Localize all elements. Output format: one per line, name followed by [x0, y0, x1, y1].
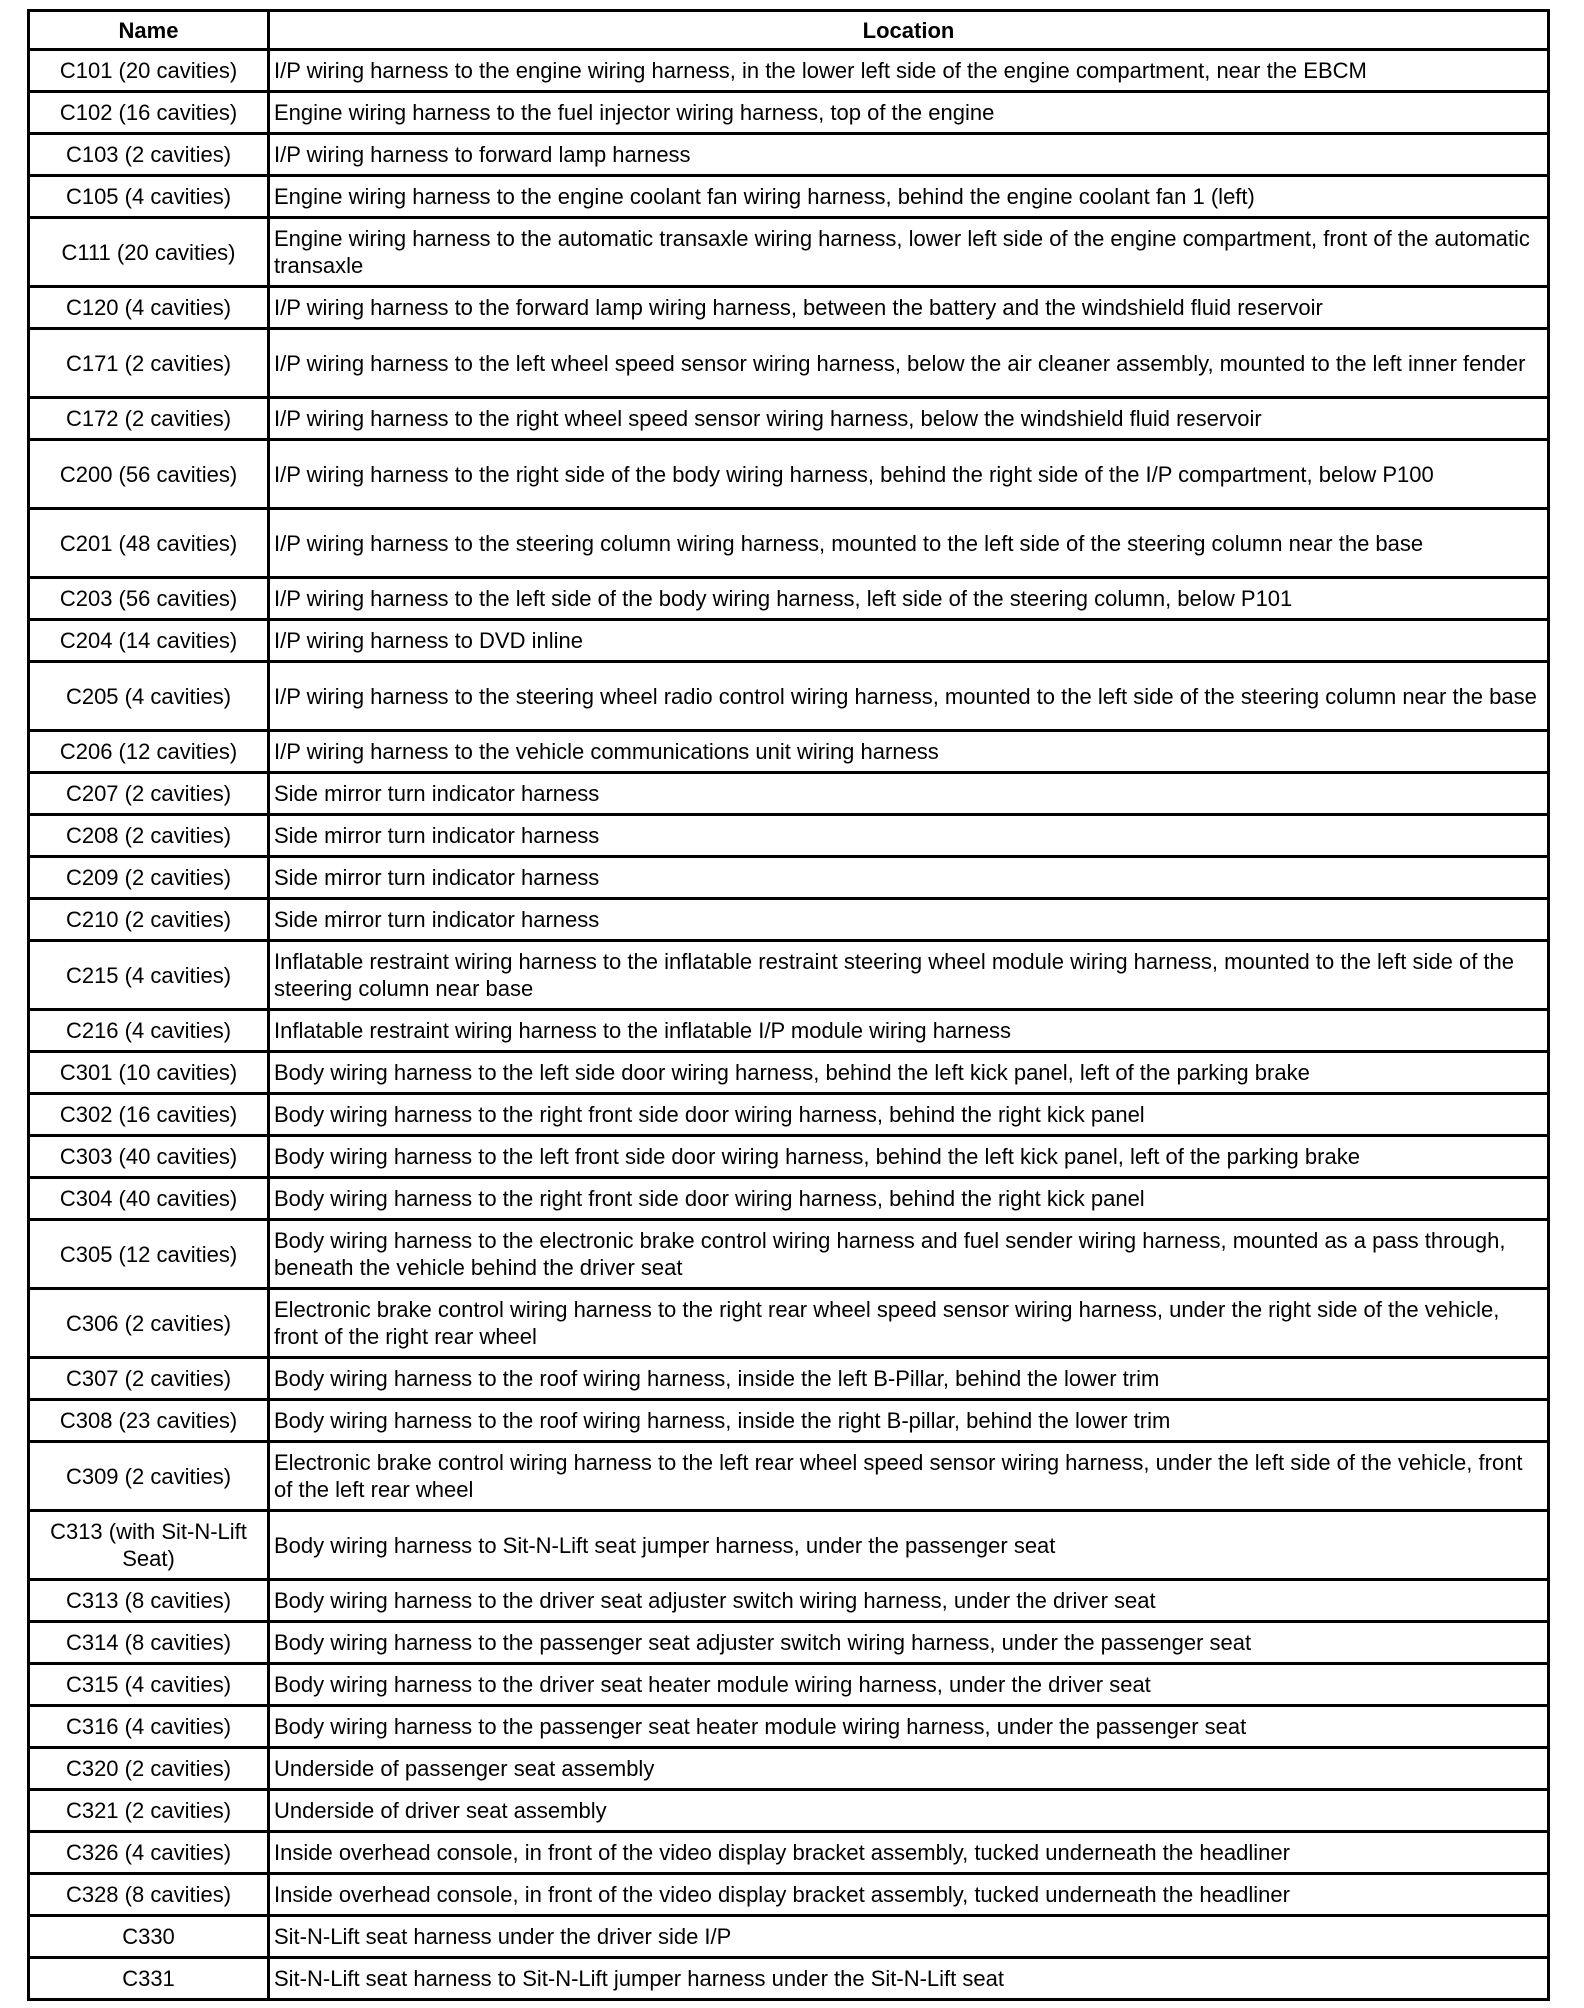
connector-location-cell: I/P wiring harness to forward lamp harness — [269, 134, 1549, 176]
connector-name-cell: C307 (2 cavities) — [29, 1358, 269, 1400]
connector-name-cell: C314 (8 cavities) — [29, 1622, 269, 1664]
connector-location-cell: Body wiring harness to the left front side door wiring harness, behind the left kick panel, left of the parking brake — [269, 1136, 1549, 1178]
table-row — [29, 176, 1549, 218]
connector-location-cell: Body wiring harness to the electronic brake control wiring harness and fuel sender wiring harness, mounted as a pass through, beneath the vehicle behind the driver seat — [269, 1220, 1549, 1289]
connector-name-cell: C331 — [29, 1958, 269, 2000]
connector-location-cell: I/P wiring harness to DVD inline — [269, 620, 1549, 662]
connector-location-cell: I/P wiring harness to the left wheel speed sensor wiring harness, below the air cleaner assembly, mounted to the left inner fender — [269, 329, 1549, 398]
connector-location-cell: I/P wiring harness to the forward lamp wiring harness, between the battery and the windshield fluid reservoir — [269, 287, 1549, 329]
connector-name-cell: C204 (14 cavities) — [29, 620, 269, 662]
table-row — [29, 218, 1549, 287]
table-row — [29, 1400, 1549, 1442]
table-row — [29, 1052, 1549, 1094]
connector-name-cell: C308 (23 cavities) — [29, 1400, 269, 1442]
connector-name-cell: C313 (8 cavities) — [29, 1580, 269, 1622]
table-row — [29, 731, 1549, 773]
table-row — [29, 1874, 1549, 1916]
table-header-row — [29, 11, 1549, 50]
connector-name-cell: C206 (12 cavities) — [29, 731, 269, 773]
connector-location-cell: Body wiring harness to the roof wiring harness, inside the right B-pillar, behind the lower trim — [269, 1400, 1549, 1442]
table-row — [29, 509, 1549, 578]
table-row — [29, 1010, 1549, 1052]
connector-location-cell: Sit-N-Lift seat harness to Sit-N-Lift jumper harness under the Sit-N-Lift seat — [269, 1958, 1549, 2000]
connector-location-cell: Side mirror turn indicator harness — [269, 857, 1549, 899]
table-row — [29, 50, 1549, 92]
connector-name-cell: C200 (56 cavities) — [29, 440, 269, 509]
connector-name-cell: C209 (2 cavities) — [29, 857, 269, 899]
table-row — [29, 134, 1549, 176]
connector-location-cell: Body wiring harness to the driver seat adjuster switch wiring harness, under the driver seat — [269, 1580, 1549, 1622]
connector-location-cell: Body wiring harness to the driver seat heater module wiring harness, under the driver seat — [269, 1664, 1549, 1706]
table-row — [29, 398, 1549, 440]
table-row — [29, 1136, 1549, 1178]
table-row — [29, 92, 1549, 134]
connector-name-cell: C215 (4 cavities) — [29, 941, 269, 1010]
table-row — [29, 941, 1549, 1010]
connector-name-cell: C303 (40 cavities) — [29, 1136, 269, 1178]
table-row — [29, 1580, 1549, 1622]
connector-location-cell: Electronic brake control wiring harness to the left rear wheel speed sensor wiring harness, under the left side of the vehicle, front of the left rear wheel — [269, 1442, 1549, 1511]
connector-name-cell: C316 (4 cavities) — [29, 1706, 269, 1748]
connector-location-cell: Body wiring harness to the passenger seat adjuster switch wiring harness, under the passenger seat — [269, 1622, 1549, 1664]
connector-location-cell: Electronic brake control wiring harness to the right rear wheel speed sensor wiring harness, under the right side of the vehicle, front of the right rear wheel — [269, 1289, 1549, 1358]
table-row — [29, 578, 1549, 620]
connector-location-cell: Underside of driver seat assembly — [269, 1790, 1549, 1832]
table-row — [29, 899, 1549, 941]
connector-name-cell: C172 (2 cavities) — [29, 398, 269, 440]
connector-location-cell: Body wiring harness to the left side door wiring harness, behind the left kick panel, left of the parking brake — [269, 1052, 1549, 1094]
connector-location-cell: Side mirror turn indicator harness — [269, 899, 1549, 941]
connector-name-cell: C111 (20 cavities) — [29, 218, 269, 287]
connector-name-cell: C326 (4 cavities) — [29, 1832, 269, 1874]
connector-location-table — [27, 9, 1550, 2001]
table-row — [29, 1178, 1549, 1220]
connector-name-cell: C330 — [29, 1916, 269, 1958]
table-row — [29, 1358, 1549, 1400]
connector-table-container — [27, 9, 1547, 2001]
table-row — [29, 1289, 1549, 1358]
connector-name-cell: C313 (with Sit-N-Lift Seat) — [29, 1511, 269, 1580]
table-row — [29, 1511, 1549, 1580]
connector-location-cell: Engine wiring harness to the fuel injector wiring harness, top of the engine — [269, 92, 1549, 134]
connector-location-cell: Engine wiring harness to the automatic transaxle wiring harness, lower left side of the engine compartment, front of the automatic transaxle — [269, 218, 1549, 287]
connector-name-cell: C201 (48 cavities) — [29, 509, 269, 578]
connector-name-cell: C301 (10 cavities) — [29, 1052, 269, 1094]
connector-name-cell: C105 (4 cavities) — [29, 176, 269, 218]
connector-location-cell: Inside overhead console, in front of the video display bracket assembly, tucked underneath the headliner — [269, 1832, 1549, 1874]
table-row — [29, 620, 1549, 662]
connector-name-cell: C171 (2 cavities) — [29, 329, 269, 398]
connector-name-cell: C306 (2 cavities) — [29, 1289, 269, 1358]
connector-name-cell: C210 (2 cavities) — [29, 899, 269, 941]
table-row — [29, 1748, 1549, 1790]
table-row — [29, 287, 1549, 329]
connector-location-cell: I/P wiring harness to the steering column wiring harness, mounted to the left side of the steering column near the base — [269, 509, 1549, 578]
connector-name-cell: C205 (4 cavities) — [29, 662, 269, 731]
connector-location-cell: I/P wiring harness to the right side of the body wiring harness, behind the right side of the I/P compartment, below P100 — [269, 440, 1549, 509]
connector-location-cell: I/P wiring harness to the steering wheel radio control wiring harness, mounted to the left side of the steering column near the base — [269, 662, 1549, 731]
connector-location-cell: I/P wiring harness to the right wheel speed sensor wiring harness, below the windshield fluid reservoir — [269, 398, 1549, 440]
connector-location-cell: Body wiring harness to the roof wiring harness, inside the left B-Pillar, behind the lower trim — [269, 1358, 1549, 1400]
table-row — [29, 1442, 1549, 1511]
table-row — [29, 1664, 1549, 1706]
connector-location-cell: Body wiring harness to the passenger seat heater module wiring harness, under the passenger seat — [269, 1706, 1549, 1748]
table-row — [29, 329, 1549, 398]
connector-location-cell: Inflatable restraint wiring harness to the inflatable I/P module wiring harness — [269, 1010, 1549, 1052]
column-header-name: Name — [29, 11, 269, 50]
connector-location-cell: Inflatable restraint wiring harness to the inflatable restraint steering wheel module wiring harness, mounted to the left side of the steering column near base — [269, 941, 1549, 1010]
connector-location-cell: Body wiring harness to the right front side door wiring harness, behind the right kick panel — [269, 1178, 1549, 1220]
connector-name-cell: C101 (20 cavities) — [29, 50, 269, 92]
connector-name-cell: C216 (4 cavities) — [29, 1010, 269, 1052]
connector-name-cell: C315 (4 cavities) — [29, 1664, 269, 1706]
connector-location-cell: I/P wiring harness to the vehicle communications unit wiring harness — [269, 731, 1549, 773]
table-row — [29, 1094, 1549, 1136]
column-header-location: Location — [269, 11, 1549, 50]
connector-name-cell: C328 (8 cavities) — [29, 1874, 269, 1916]
connector-name-cell: C102 (16 cavities) — [29, 92, 269, 134]
table-row — [29, 857, 1549, 899]
connector-name-cell: C320 (2 cavities) — [29, 1748, 269, 1790]
connector-location-cell: Inside overhead console, in front of the video display bracket assembly, tucked underneath the headliner — [269, 1874, 1549, 1916]
table-row — [29, 662, 1549, 731]
connector-name-cell: C321 (2 cavities) — [29, 1790, 269, 1832]
connector-location-cell: I/P wiring harness to the engine wiring harness, in the lower left side of the engine compartment, near the EBCM — [269, 50, 1549, 92]
connector-name-cell: C120 (4 cavities) — [29, 287, 269, 329]
table-row — [29, 1916, 1549, 1958]
connector-location-cell: Sit-N-Lift seat harness under the driver side I/P — [269, 1916, 1549, 1958]
connector-location-cell: Body wiring harness to Sit-N-Lift seat jumper harness, under the passenger seat — [269, 1511, 1549, 1580]
table-row — [29, 773, 1549, 815]
connector-name-cell: C103 (2 cavities) — [29, 134, 269, 176]
table-row — [29, 440, 1549, 509]
connector-name-cell: C305 (12 cavities) — [29, 1220, 269, 1289]
connector-name-cell: C203 (56 cavities) — [29, 578, 269, 620]
connector-name-cell: C208 (2 cavities) — [29, 815, 269, 857]
connector-location-cell: Underside of passenger seat assembly — [269, 1748, 1549, 1790]
connector-name-cell: C309 (2 cavities) — [29, 1442, 269, 1511]
table-row — [29, 1622, 1549, 1664]
table-row — [29, 1958, 1549, 2000]
table-row — [29, 1220, 1549, 1289]
connector-name-cell: C304 (40 cavities) — [29, 1178, 269, 1220]
connector-name-cell: C207 (2 cavities) — [29, 773, 269, 815]
table-row — [29, 1706, 1549, 1748]
connector-location-cell: Side mirror turn indicator harness — [269, 815, 1549, 857]
connector-location-cell: I/P wiring harness to the left side of the body wiring harness, left side of the steering column, below P101 — [269, 578, 1549, 620]
connector-location-cell: Side mirror turn indicator harness — [269, 773, 1549, 815]
connector-location-cell: Engine wiring harness to the engine coolant fan wiring harness, behind the engine coolant fan 1 (left) — [269, 176, 1549, 218]
connector-location-cell: Body wiring harness to the right front side door wiring harness, behind the right kick panel — [269, 1094, 1549, 1136]
table-row — [29, 1832, 1549, 1874]
table-row — [29, 815, 1549, 857]
connector-name-cell: C302 (16 cavities) — [29, 1094, 269, 1136]
table-row — [29, 1790, 1549, 1832]
